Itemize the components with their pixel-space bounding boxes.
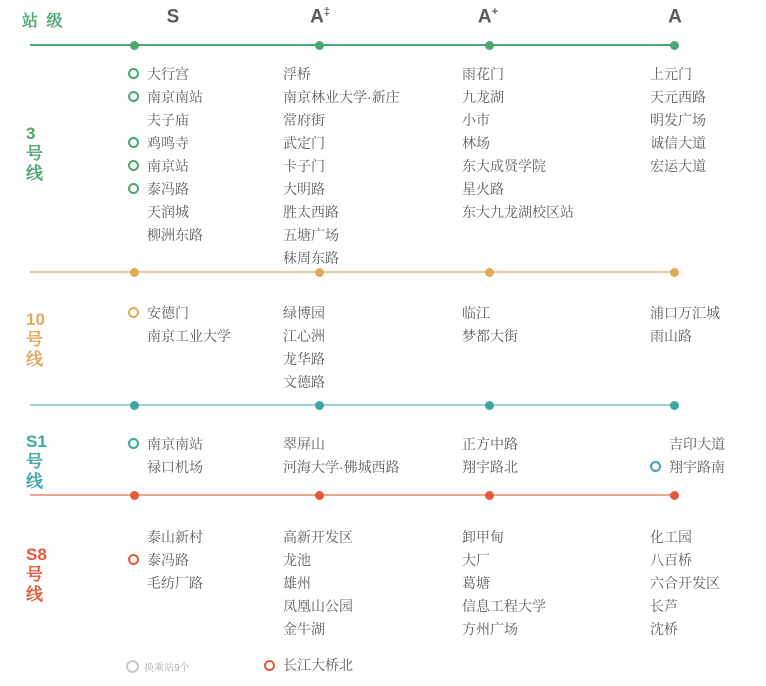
station-label: 八百桥	[650, 552, 692, 568]
station-item[interactable]	[128, 433, 298, 456]
station-label: 南京站	[147, 158, 189, 174]
station-item[interactable]	[128, 456, 298, 479]
station-label: 夫子庙	[147, 112, 189, 128]
station-label: 卸甲甸	[462, 529, 504, 545]
station-label: 诚信大道	[650, 135, 706, 151]
station-label: 雨花门	[462, 66, 504, 82]
column-header-a-dagger-text: A	[310, 6, 324, 28]
transfer-ring-icon	[128, 137, 139, 148]
station-label: 五塘广场	[283, 227, 339, 243]
column-header-a-text: A	[668, 6, 682, 28]
line-3-axis	[30, 44, 678, 46]
line-3-node-s	[130, 41, 139, 50]
line-3-label-number: 3	[26, 124, 36, 143]
station-item[interactable]	[128, 132, 298, 155]
station-label: 沈桥	[650, 621, 678, 637]
station-item[interactable]	[283, 132, 473, 155]
station-label: 常府街	[283, 112, 325, 128]
station-item[interactable]	[462, 109, 652, 132]
station-label: 武定门	[283, 135, 325, 151]
transfer-ring-icon	[126, 660, 139, 673]
line-10-column-s	[128, 302, 298, 348]
station-item[interactable]	[650, 618, 766, 641]
station-item[interactable]	[128, 201, 298, 224]
line-s1-column-s	[128, 433, 298, 479]
station-label: 龙华路	[283, 351, 325, 367]
line-s8-node-a-plus	[485, 491, 494, 500]
line-s1-axis	[30, 404, 678, 406]
line-3-node-a	[670, 41, 679, 50]
station-item[interactable]	[650, 456, 766, 479]
line-s1-column-a-plus	[462, 433, 632, 479]
line-s8-label-number: S8	[26, 545, 47, 564]
station-item[interactable]	[462, 86, 652, 109]
station-item[interactable]	[650, 595, 766, 618]
station-label: 吉印大道	[669, 436, 725, 452]
station-item[interactable]	[283, 302, 453, 325]
station-label: 宏运大道	[650, 158, 706, 174]
station-label: 大明路	[283, 181, 325, 197]
station-label: 南京南站	[147, 89, 203, 105]
station-label: 绿博园	[283, 305, 325, 321]
station-item[interactable]	[650, 132, 766, 155]
station-item[interactable]	[283, 178, 473, 201]
line-s8-axis	[30, 494, 678, 496]
line-s8-node-s	[130, 491, 139, 500]
station-label: 明发广场	[650, 112, 706, 128]
transfer-ring-icon	[128, 438, 139, 449]
station-item[interactable]	[462, 155, 652, 178]
line-s8-label-char1: 号	[26, 565, 43, 584]
station-label: 天润城	[147, 204, 189, 220]
legend-transfer-station	[126, 659, 190, 674]
station-item[interactable]	[283, 572, 453, 595]
column-header-a-dagger-sup: ‡	[323, 6, 330, 18]
line-s1-node-a-dagger	[315, 401, 324, 410]
station-item[interactable]	[283, 456, 473, 479]
station-item[interactable]	[283, 86, 473, 109]
station-item[interactable]	[283, 549, 453, 572]
station-label: 大厂	[462, 552, 490, 568]
station-label: 文德路	[283, 374, 325, 390]
station-label: 林场	[462, 135, 490, 151]
station-item[interactable]	[462, 132, 652, 155]
station-label: 雄州	[283, 575, 311, 591]
transfer-ring-icon	[128, 554, 139, 565]
line-s8-column-a	[650, 526, 766, 641]
station-label: 翔宇路北	[462, 459, 518, 475]
station-label: 翠屏山	[283, 436, 325, 452]
station-item[interactable]	[283, 325, 453, 348]
station-label: 胜太西路	[283, 204, 339, 220]
station-item[interactable]	[650, 433, 766, 456]
line-10-column-a-dagger	[283, 302, 453, 394]
station-item[interactable]	[283, 595, 453, 618]
station-label: 鸡鸣寺	[147, 135, 189, 151]
station-label: 小市	[462, 112, 490, 128]
station-item[interactable]	[283, 433, 473, 456]
line-s8-label-char2: 线	[26, 585, 43, 604]
station-item[interactable]	[462, 549, 652, 572]
station-label: 禄口机场	[147, 459, 203, 475]
station-label: 六合开发区	[650, 575, 720, 591]
station-label: 星火路	[462, 181, 504, 197]
station-label: 上元门	[650, 66, 692, 82]
transfer-ring-icon	[128, 160, 139, 171]
station-label: 毛纺厂路	[147, 575, 203, 591]
station-item[interactable]	[283, 526, 453, 549]
station-label: 化工园	[650, 529, 692, 545]
line-s1-label-char1: 号	[26, 452, 43, 471]
line-3-column-a-plus	[462, 63, 652, 224]
transfer-ring-icon	[264, 660, 275, 671]
line-s8-column-a-plus	[462, 526, 652, 641]
station-item[interactable]	[128, 109, 298, 132]
station-item[interactable]	[650, 572, 766, 595]
station-item[interactable]	[283, 63, 473, 86]
header-label: 站 级	[22, 13, 65, 30]
line-s1-node-a	[670, 401, 679, 410]
station-item[interactable]	[650, 63, 766, 86]
station-label: 南京林业大学·新庄	[283, 89, 400, 105]
station-label: 梦都大街	[462, 328, 518, 344]
line-s8-column-s	[128, 526, 298, 595]
station-label: 高新开发区	[283, 529, 353, 545]
station-label: 泰山新村	[147, 529, 203, 545]
line-3-label-char1: 号	[26, 144, 43, 163]
station-item[interactable]	[128, 224, 298, 247]
station-item[interactable]	[462, 63, 652, 86]
station-item[interactable]	[462, 595, 652, 618]
column-header-a-plus-sup: +	[491, 6, 499, 18]
station-label: 凤凰山公园	[283, 598, 353, 614]
column-header-a	[615, 6, 735, 28]
station-item[interactable]	[128, 572, 298, 595]
line-3-node-a-dagger	[315, 41, 324, 50]
station-label: 江心洲	[283, 328, 325, 344]
line-s1-label	[26, 432, 60, 492]
line-3-column-a-dagger	[283, 63, 473, 270]
line-3-label-char2: 线	[26, 164, 43, 183]
station-label: 九龙湖	[462, 89, 504, 105]
transfer-ring-icon	[128, 183, 139, 194]
station-label: 翔宇路南	[669, 459, 725, 475]
station-label: 东大九龙湖校区站	[462, 204, 574, 220]
station-item[interactable]	[283, 224, 473, 247]
station-label: 大行宫	[147, 66, 189, 82]
station-label: 泰冯路	[147, 181, 189, 197]
legend-label: 换乘站9个	[144, 663, 190, 674]
line-10-label	[26, 310, 60, 370]
line-10-column-a-plus	[462, 302, 632, 348]
station-item[interactable]	[128, 86, 298, 109]
station-label: 雨山路	[650, 328, 692, 344]
line-s1-node-s	[130, 401, 139, 410]
line-s8-node-a-dagger	[315, 491, 324, 500]
station-label: 浦口万汇城	[650, 305, 720, 321]
line-s8-label	[26, 545, 60, 605]
station-label: 信息工程大学	[462, 598, 546, 614]
station-item[interactable]	[462, 302, 632, 325]
line-s1-column-a-dagger	[283, 433, 473, 479]
station-item[interactable]	[650, 109, 766, 132]
line-3-column-s	[128, 63, 298, 247]
station-item[interactable]	[128, 325, 298, 348]
station-item[interactable]	[462, 201, 652, 224]
station-item[interactable]	[462, 325, 632, 348]
station-item[interactable]	[462, 526, 652, 549]
station-item[interactable]	[283, 371, 453, 394]
station-item[interactable]	[650, 302, 766, 325]
station-label: 临江	[462, 305, 490, 321]
column-header-a-plus	[428, 6, 548, 28]
station-item[interactable]	[462, 433, 632, 456]
station-label: 方州广场	[462, 621, 518, 637]
station-label: 秣周东路	[283, 250, 339, 266]
line-s1-label-number: S1	[26, 432, 47, 451]
station-label: 泰冯路	[147, 552, 189, 568]
station-item[interactable]	[462, 456, 632, 479]
column-header-s	[113, 6, 233, 28]
station-item[interactable]	[128, 155, 298, 178]
station-label: 天元西路	[650, 89, 706, 105]
line-10-label-number: 10	[26, 310, 45, 329]
station-label: 南京工业大学	[147, 328, 231, 344]
station-item[interactable]	[650, 526, 766, 549]
station-label: 柳洲东路	[147, 227, 203, 243]
line-s1-column-a	[650, 433, 766, 479]
column-header-s-text: S	[166, 6, 180, 28]
station-item[interactable]	[128, 302, 298, 325]
station-item[interactable]	[462, 178, 652, 201]
station-label: 长芦	[650, 598, 678, 614]
station-item[interactable]	[128, 549, 298, 572]
station-item[interactable]	[283, 247, 473, 270]
station-item[interactable]	[283, 109, 473, 132]
station-label: 南京南站	[147, 436, 203, 452]
station-item[interactable]	[283, 348, 453, 371]
station-label: 正方中路	[462, 436, 518, 452]
station-label: 龙池	[283, 552, 311, 568]
line-3-column-a	[650, 63, 766, 178]
line-s1-node-a-plus	[485, 401, 494, 410]
column-header-a-dagger	[260, 6, 380, 28]
line-3-label	[26, 124, 60, 184]
line-10-column-a	[650, 302, 766, 348]
station-item[interactable]	[128, 63, 298, 86]
line-10-label-char1: 号	[26, 330, 43, 349]
line-10-axis	[30, 271, 678, 273]
line-3-node-a-plus	[485, 41, 494, 50]
column-header-a-plus-text: A	[477, 6, 492, 28]
transfer-ring-icon	[128, 307, 139, 318]
station-item[interactable]	[650, 549, 766, 572]
transfer-ring-icon	[128, 68, 139, 79]
line-10-node-a-dagger	[315, 268, 324, 277]
station-item[interactable]	[128, 178, 298, 201]
station-label: 葛塘	[462, 575, 490, 591]
station-item[interactable]	[650, 155, 766, 178]
station-label: 河海大学·佛城西路	[283, 459, 400, 475]
station-label: 东大成贤学院	[462, 158, 546, 174]
station-item[interactable]	[283, 201, 473, 224]
station-label: 安德门	[147, 305, 189, 321]
station-item[interactable]	[128, 526, 298, 549]
footer-station-item[interactable]	[264, 655, 353, 675]
station-label: 金牛湖	[283, 621, 325, 637]
transfer-ring-icon	[128, 91, 139, 102]
line-10-node-s	[130, 268, 139, 277]
station-item[interactable]	[462, 572, 652, 595]
station-item[interactable]	[283, 155, 473, 178]
station-item[interactable]	[650, 325, 766, 348]
header-row	[0, 0, 766, 46]
line-s8-node-a	[670, 491, 679, 500]
line-10-label-char2: 线	[26, 350, 43, 369]
station-label: 浮桥	[283, 66, 311, 82]
line-10-node-a	[670, 268, 679, 277]
transfer-ring-icon	[650, 461, 661, 472]
station-item[interactable]	[283, 618, 453, 641]
line-s1-label-char2: 线	[26, 472, 43, 491]
station-label: 卡子门	[283, 158, 325, 174]
line-10-node-a-plus	[485, 268, 494, 277]
station-label: 长江大桥北	[283, 657, 353, 673]
station-item[interactable]	[462, 618, 652, 641]
line-s8-column-a-dagger	[283, 526, 453, 641]
station-item[interactable]	[650, 86, 766, 109]
